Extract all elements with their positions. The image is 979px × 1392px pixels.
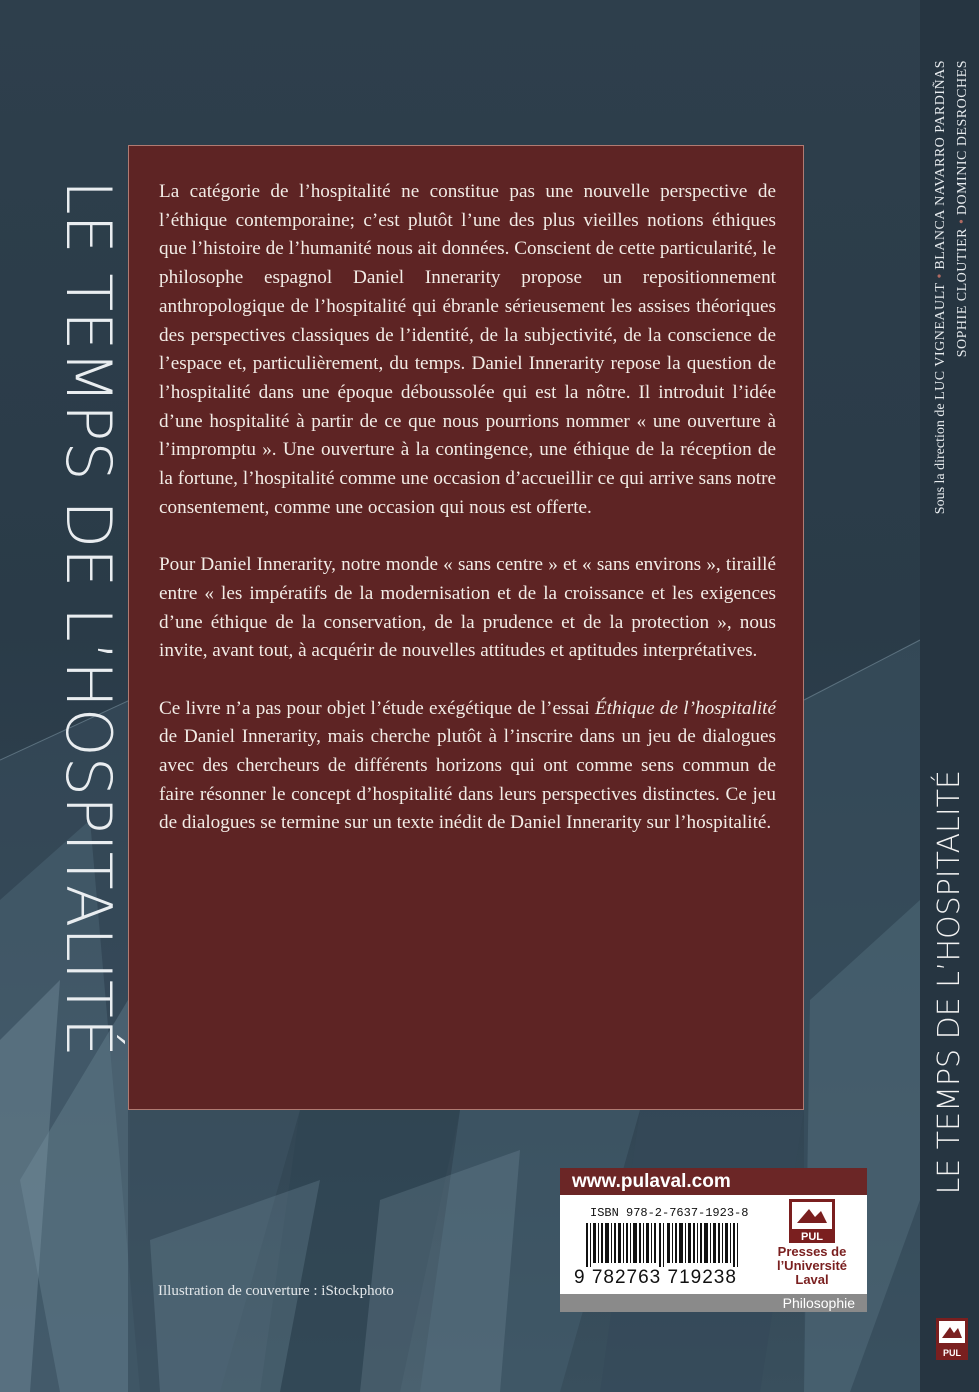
publisher-line-3: Laval xyxy=(795,1272,829,1287)
blurb-p3-end: de Daniel Innerarity, mais cherche plutôt à l’inscrire dans un jeu de dialogues avec des chercheurs de différents horizons qui ont comme sens commun de faire résonner le concept d’hospitalité dans leurs perspectives distinctes. Ce jeu de dialogues se termine sur un texte inédit de Daniel Innerarity sur l’hospitalité. xyxy=(159,726,776,834)
spine-author-1: LUC VIGNEAULT xyxy=(933,282,948,400)
blurb-paragraph-3 xyxy=(159,695,776,839)
spine-title xyxy=(930,770,970,1280)
spine-separator-2: • xyxy=(955,219,970,225)
pul-logo-text: PUL xyxy=(801,1231,823,1243)
spine-authors-line-1 xyxy=(930,60,952,720)
publisher-line-1: Presses de xyxy=(777,1244,847,1259)
spine-authors-text xyxy=(930,60,979,720)
blurb-box xyxy=(128,145,804,1110)
isbn-text: ISBN 978-2-7637-1923-8 xyxy=(590,1206,749,1220)
spine-authors-line-2 xyxy=(952,60,974,720)
category-label: Philosophie xyxy=(782,1295,855,1311)
blurb-paragraph-1: La catégorie de l’hospitalité ne constitue pas une nouvelle perspective de l’éthique contemporaine; c’est plutôt l’une des plus vieilles notions éthiques que l’histoire de l’humanité nous ait données. Conscient de cette particularité, le philosophe espagnol Daniel Innerarity propose un repositionnement anthropologique de l’hospitalité qui ébranle sérieusement les assises théoriques des perspectives classiques de l’identité, de la subjectivité, de la conscience de l’espace et, particulièrement, du temps. Daniel Innerarity repose la question de l’hospitalité dans une époque déboussolée qui est la nôtre. Il introduit l’idée d’une hospitalité à partir de ce que nous pourrions nommer « une ouverture à l’impromptu ». Une ouverture à la contingence, une éthique de la réception de la fortune, l’hospitalité comme une occasion d’accueillir ce qui arrive sans notre consentement, comme une occasion qui nous est offerte. xyxy=(159,181,776,518)
barcode-icon xyxy=(586,1223,756,1267)
barcode-block xyxy=(560,1168,867,1312)
barcode-number: 9 782763 719238 xyxy=(574,1267,737,1288)
spine-direction-prefix: Sous la direction de xyxy=(933,399,948,515)
barcode-header xyxy=(560,1168,867,1195)
spine-author-2: BLANCA NAVARRO PARDIÑAS xyxy=(933,60,948,270)
publisher-url[interactable]: www.pulaval.com xyxy=(572,1171,731,1192)
vertical-title xyxy=(52,180,124,1090)
spine-title-text: LE TEMPS DE L’HOSPITALITÉ xyxy=(932,770,967,1195)
spine-author-3: SOPHIE CLOUTIER xyxy=(955,228,970,358)
publisher-name xyxy=(762,1245,862,1287)
spine-author-4: DOMINIC DESROCHES xyxy=(955,60,970,216)
blurb-book-title: Éthique de l’hospitalité xyxy=(595,697,777,719)
vertical-title-text: LE TEMPS DE L’HOSPITALITÉ xyxy=(52,180,125,1058)
spine-separator-1: • xyxy=(933,273,948,279)
category-bar xyxy=(560,1294,867,1312)
blurb-p3-start: Ce livre n’a pas pour objet l’étude exégétique de l’essai xyxy=(159,697,595,719)
spine-authors xyxy=(930,60,979,720)
cover-credit: Illustration de couverture : iStockphoto xyxy=(158,1283,394,1299)
blurb-paragraph-2: Pour Daniel Innerarity, notre monde « sans centre » et « sans environs », tiraillé entre « les impératifs de la modernisation et de la croissance et les exigences d’une éthique de la conservation, de la prudence et de la protection », nous invite, avant tout, à acquérir de nouvelles attitudes et aptitudes interprétatives. xyxy=(159,554,776,662)
spine-logo-text: PUL xyxy=(943,1348,961,1358)
spine-pul-logo-icon xyxy=(936,1318,968,1360)
pul-logo-icon xyxy=(789,1199,835,1243)
publisher-line-2: l’Université xyxy=(776,1258,848,1273)
